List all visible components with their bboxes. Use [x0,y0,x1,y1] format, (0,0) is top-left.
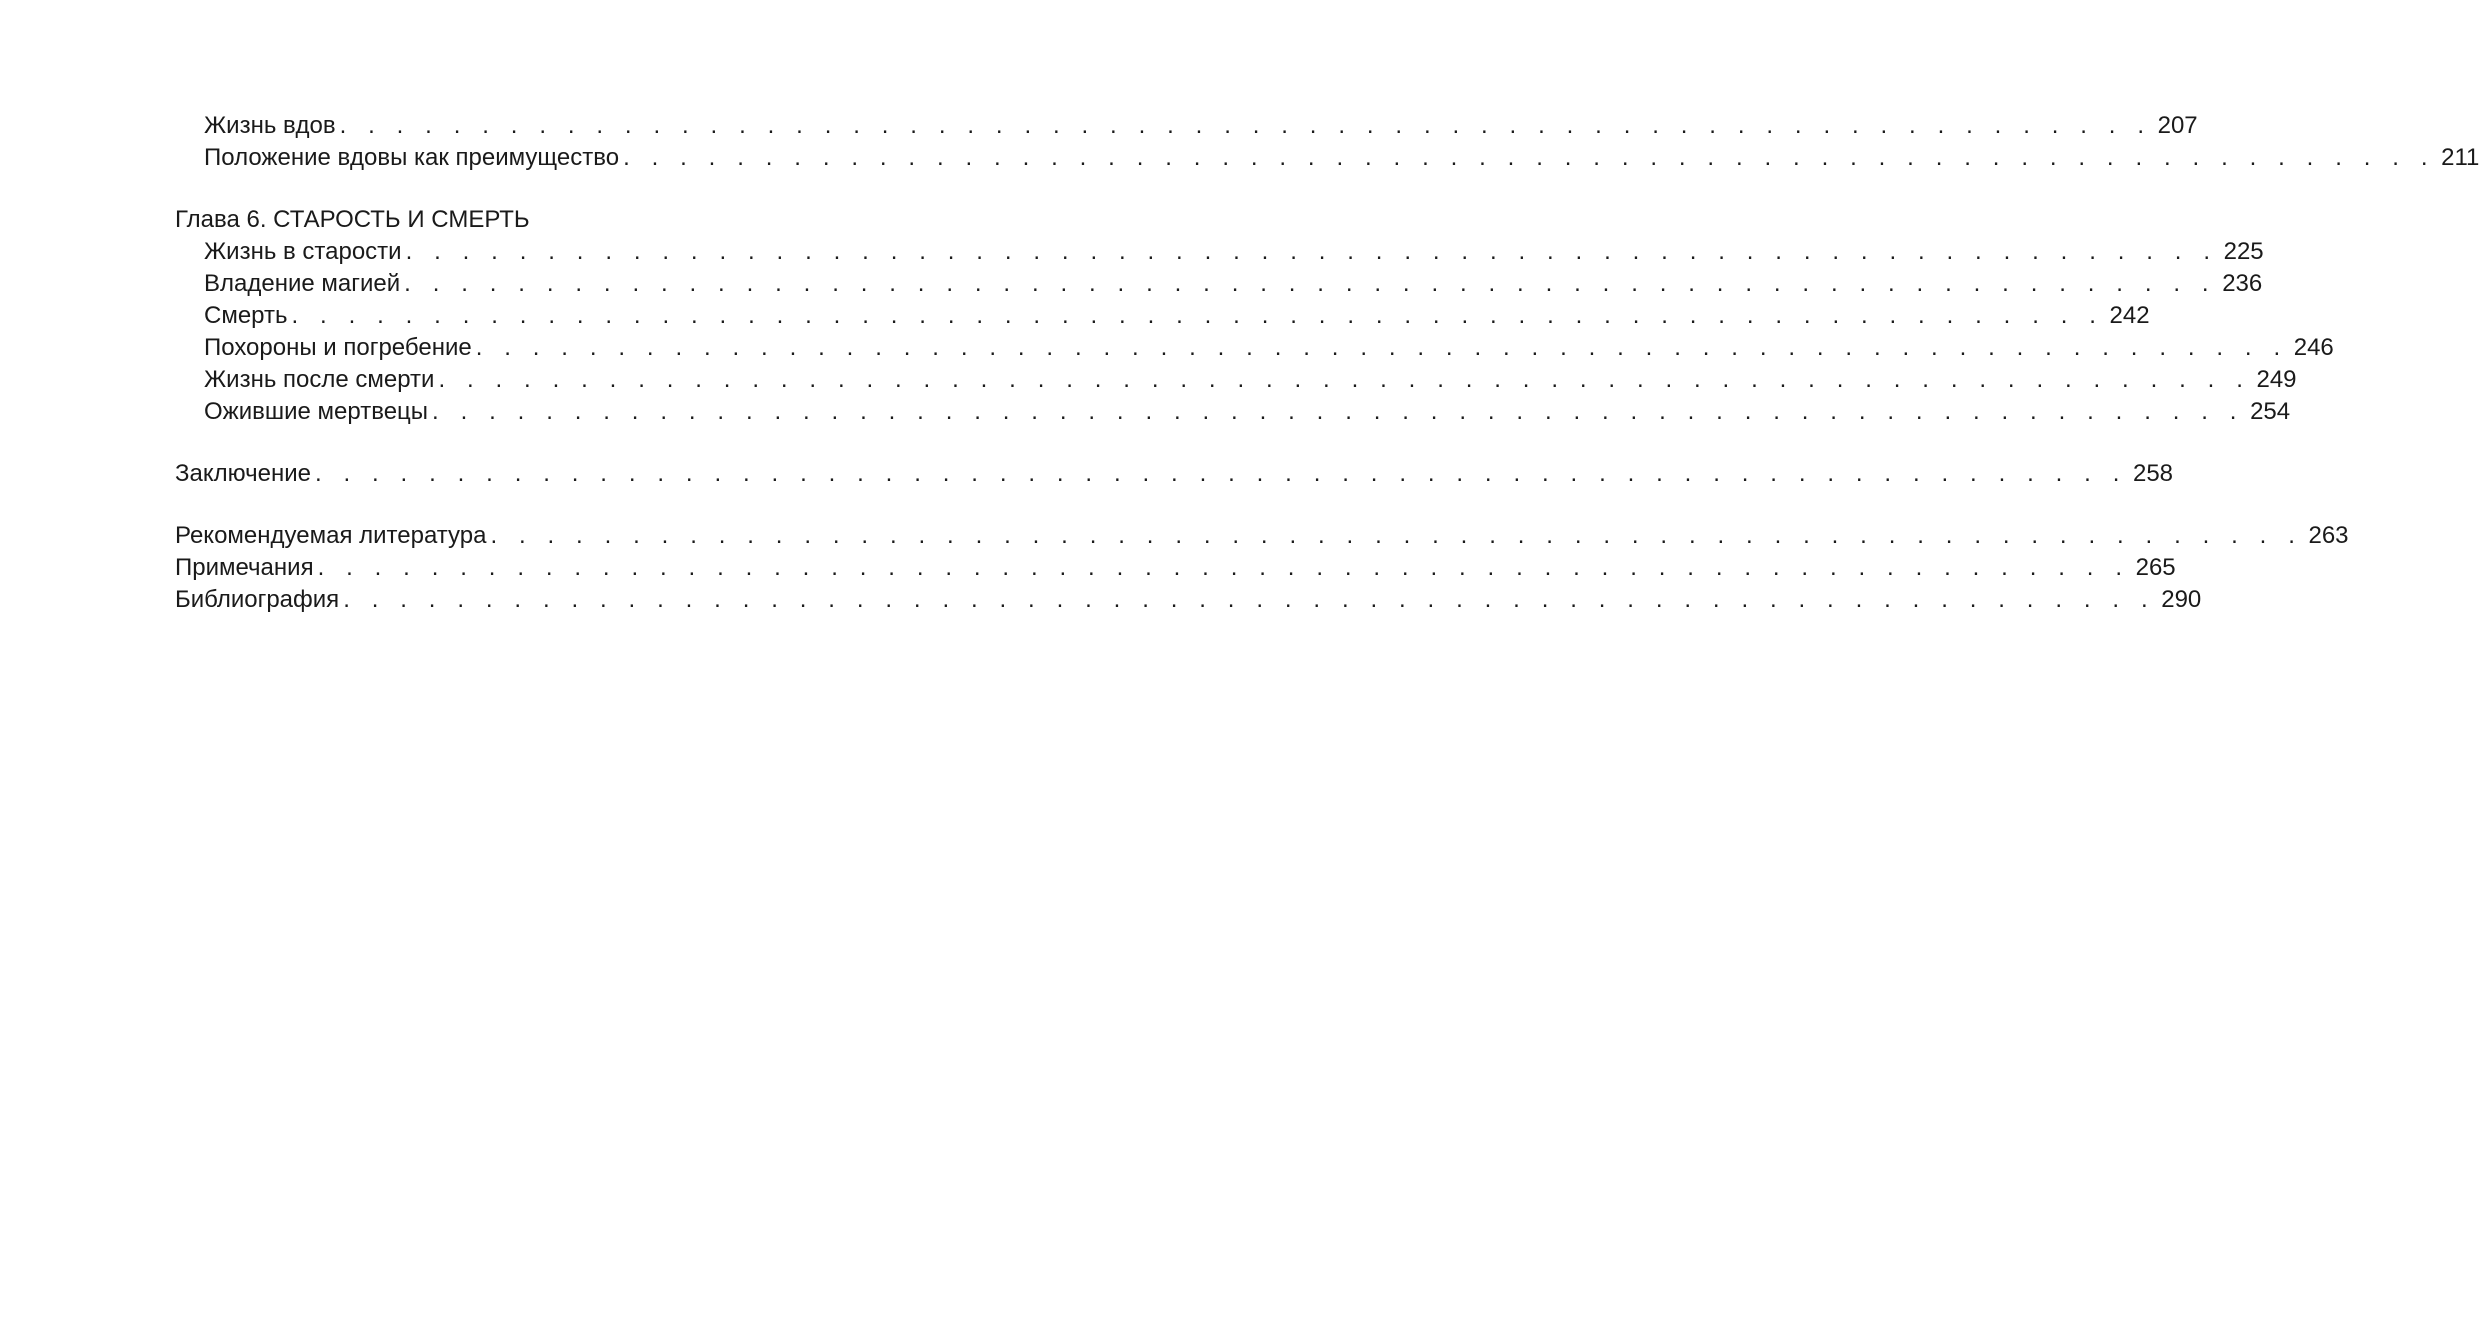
toc-entry-page: 290 [2161,586,2202,613]
toc-leader-dots: . . . . . . . . . . . . . . . . . . . . . . . . . . . . . . . . . . . . . . . . . . . . . . . . . . . . . . . . . . . . . . . . [438,366,2251,393]
toc-entry-page: 225 [2223,238,2264,265]
toc-entry-title: Положение вдовы как преимущество [204,144,620,171]
toc-leader-dots: . . . . . . . . . . . . . . . . . . . . . . . . . . . . . . . . . . . . . . . . . . . . . . . . . . . . . . . . . . . . . . . . [405,238,2218,265]
toc-entry-title: Владение магией [204,270,401,297]
toc-entry-title: Примечания [175,554,314,581]
toc-entry-page: 207 [2157,112,2198,139]
toc-entry-title: Ожившие мертвецы [204,398,429,425]
toc-chapter-title[interactable]: Глава 6. СТАРОСТЬ И СМЕРТЬ [175,206,530,233]
toc-entry[interactable] [175,268,2263,300]
toc-entry[interactable] [175,364,2297,396]
toc-leader-dots: . . . . . . . . . . . . . . . . . . . . . . . . . . . . . . . . . . . . . . . . . . . . . . . . . . . . . . . . . . . . . . . . [339,112,2152,139]
toc-group-conclusion [175,458,2174,490]
toc-entry-title: Заключение [175,460,311,487]
toc-entry[interactable] [175,300,2150,332]
toc-group-widows [175,110,2479,174]
toc-entry[interactable] [175,396,2291,428]
toc-entry[interactable] [175,236,2264,268]
toc-entry-title: Жизнь в старости [204,238,402,265]
toc-entry[interactable] [175,332,2334,364]
toc-leader-dots: . . . . . . . . . . . . . . . . . . . . . . . . . . . . . . . . . . . . . . . . . . . . . . . . . . . . . . . . . . . . . . . . [404,270,2217,297]
toc-entry-page: 249 [2256,366,2297,393]
toc-leader-dots: . . . . . . . . . . . . . . . . . . . . . . . . . . . . . . . . . . . . . . . . . . . . . . . . . . . . . . . . . . . . . . . . [317,554,2130,581]
toc-leader-dots: . . . . . . . . . . . . . . . . . . . . . . . . . . . . . . . . . . . . . . . . . . . . . . . . . . . . . . . . . . . . . . . . [623,144,2436,171]
toc-leader-dots: . . . . . . . . . . . . . . . . . . . . . . . . . . . . . . . . . . . . . . . . . . . . . . . . . . . . . . . . . . . . . . . . [343,586,2156,613]
table-of-contents [175,110,2479,646]
toc-entry-page: 263 [2308,522,2349,549]
toc-entry[interactable] [175,110,2198,142]
toc-entry-page: 236 [2222,270,2263,297]
toc-entry[interactable] [175,458,2174,490]
toc-leader-dots: . . . . . . . . . . . . . . . . . . . . . . . . . . . . . . . . . . . . . . . . . . . . . . . . . . . . . . . . . . . . . . . . [490,522,2303,549]
toc-leader-dots: . . . . . . . . . . . . . . . . . . . . . . . . . . . . . . . . . . . . . . . . . . . . . . . . . . . . . . . . . . . . . . . . [432,398,2245,425]
toc-entry-page: 258 [2132,460,2174,487]
toc-entry-page: 211 [2441,144,2479,171]
toc-leader-dots: . . . . . . . . . . . . . . . . . . . . . . . . . . . . . . . . . . . . . . . . . . . . . . . . . . . . . . . . . . . . . . . . [291,302,2104,329]
toc-entry-page: 265 [2135,554,2176,581]
toc-entry[interactable] [175,520,2349,552]
toc-entry-title: Рекомендуемая литература [175,522,487,549]
toc-entry-title: Библиография [175,586,340,613]
toc-entry-page: 254 [2250,398,2291,425]
toc-leader-dots: . . . . . . . . . . . . . . . . . . . . . . . . . . . . . . . . . . . . . . . . . . . . . . . . . . . . . . . . . . . . . . . . [475,334,2288,361]
toc-entry-title: Похороны и погребение [204,334,472,361]
toc-entry-title: Жизнь вдов [204,112,336,139]
toc-entry[interactable] [175,584,2202,616]
toc-leader-dots: . . . . . . . . . . . . . . . . . . . . . . . . . . . . . . . . . . . . . . . . . . . . . . . . . . . . . . . . . . . . . . . . [314,460,2127,487]
toc-entry[interactable] [175,142,2479,174]
toc-entry-title: Жизнь после смерти [204,366,435,393]
toc-entry[interactable] [175,552,2176,584]
toc-entry-title: Смерть [204,302,288,329]
toc-entry-page: 246 [2293,334,2334,361]
toc-group-back-matter [175,520,2349,616]
toc-entry-page: 242 [2109,302,2150,329]
toc-group-chapter-6 [175,204,2334,428]
